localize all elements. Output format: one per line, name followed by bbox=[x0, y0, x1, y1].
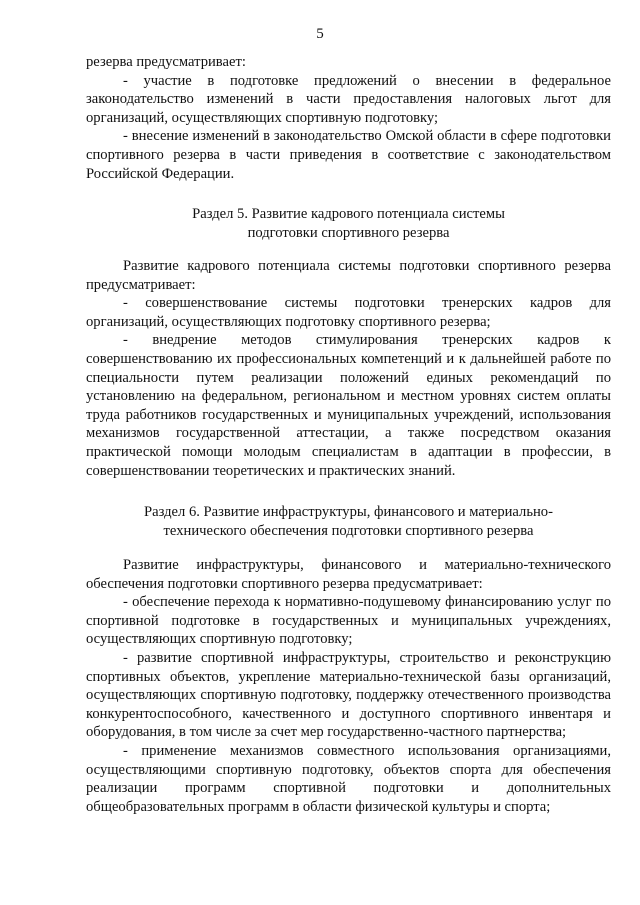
list-item: - обеспечение перехода к нормативно-подушевому финансированию услуг по спортивной подготовке в государственных и муниципальных учреждениях, осуществляющих спортивную подготовку; bbox=[86, 594, 611, 648]
section-6-heading bbox=[86, 503, 611, 541]
list-item: - участие в подготовке предложений о внесении в федеральное законодательство изменений в части предоставления налоговых льгот для организаций, осуществляющих спортивную подготовку; bbox=[86, 72, 611, 126]
list-item: - внедрение методов стимулирования тренерских кадров к совершенствованию их профессиональных компетенций и к дальнейшей работе по специальности путем реализации положений единых рекомендаций по установлению на федеральном, региональном и местном уровнях систем оплаты труда работников государственных и муниципальных учреждений, использования механизмов государственной аттестации, а также посредством оказания практической помощи молодым специалистам в адаптации в профессии, в совершенствовании теоретических и практических знаний. bbox=[86, 332, 611, 479]
paragraph: резерва предусматривает: bbox=[86, 54, 246, 70]
section-5-heading bbox=[86, 205, 611, 243]
section-5-title-line-1: Раздел 5. Развитие кадрового потенциала системы bbox=[192, 206, 505, 222]
section-5-title-line-2: подготовки спортивного резерва bbox=[247, 225, 450, 241]
list-item: - внесение изменений в законодательство Омской области в сфере подготовки спортивного резерва в части приведения в соответствие с законодательством Российской Федерации. bbox=[86, 128, 611, 182]
section-6-body bbox=[86, 556, 611, 816]
list-item: - применение механизмов совместного использования организациями, осуществляющими спортивную подготовку, объектов спорта для обеспечения реализации программ спортивной подготовки и дополнительных общеобразовательных программ в области физической культуры и спорта; bbox=[86, 742, 611, 815]
list-item: - совершенствование системы подготовки тренерских кадров для организаций, осуществляющих подготовку спортивного резерва; bbox=[86, 295, 611, 330]
paragraph: Развитие инфраструктуры, финансового и материально-технического обеспечения подготовки спортивного резерва предусматривает: bbox=[86, 557, 611, 592]
page-number: 5 bbox=[316, 26, 324, 42]
section-5-body bbox=[86, 257, 611, 480]
paragraph: Развитие кадрового потенциала системы подготовки спортивного резерва предусматривает: bbox=[86, 258, 611, 293]
section-6-title-line-2: технического обеспечения подготовки спортивного резерва bbox=[163, 523, 534, 539]
intro-block bbox=[86, 53, 611, 183]
section-6-title-line-1: Раздел 6. Развитие инфраструктуры, финансового и материально- bbox=[144, 504, 553, 520]
list-item: - развитие спортивной инфраструктуры, строительство и реконструкцию спортивных объектов, укрепление материально-технической базы организаций, осуществляющих спортивную подготовку, поддержку отечественного производства конкурентоспособного, качественного и доступного спортивного инвентаря и оборудования, в том числе за счет мер государственно-частного партнерства; bbox=[86, 649, 611, 741]
